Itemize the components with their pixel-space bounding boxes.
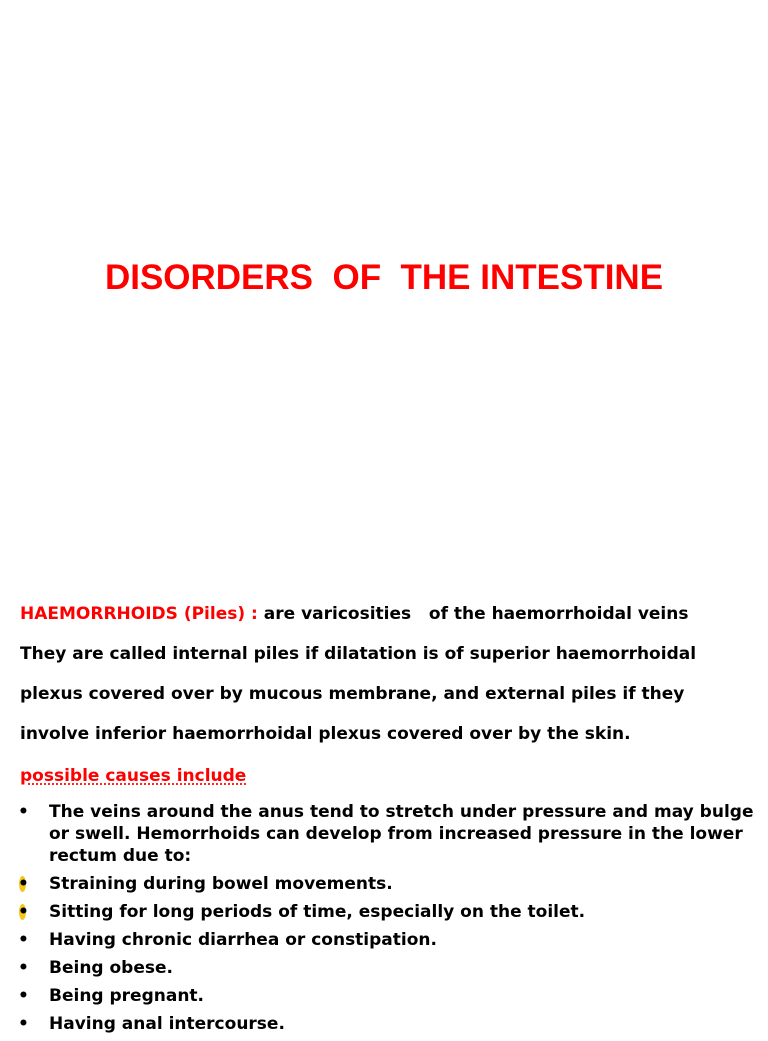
list-item: • Straining during bowel movements. xyxy=(18,874,393,894)
list-item: • Being obese. xyxy=(18,958,173,978)
causes-heading: possible causes include xyxy=(20,766,247,786)
list-item: • Sitting for long periods of time, especially on the toilet. xyxy=(18,902,586,922)
bullet-icon: • xyxy=(18,901,38,923)
bullet-icon: • xyxy=(18,986,29,1006)
definition-text: are varicosities of the haemorrhoidal veins xyxy=(263,604,689,624)
definition-line-3: plexus covered over by mucous membrane, and external piles if they xyxy=(20,684,685,704)
list-item: • Having chronic diarrhea or constipation. xyxy=(18,930,437,950)
term-label: HAEMORRHOIDS (Piles) : xyxy=(20,604,264,624)
bullet-icon: • xyxy=(18,930,29,950)
list-item: • The veins around the anus tend to stretch under pressure and may bulge or swell. Hemorrhoids can develop from increased pressure in the lower rectum due to: xyxy=(18,802,754,866)
causes-list xyxy=(18,801,758,1041)
definition-line-4: involve inferior haemorrhoidal plexus covered over by the skin. xyxy=(20,724,631,744)
definition-line-2: They are called internal piles if dilatation is of superior haemorrhoidal xyxy=(20,644,697,664)
bullet-icon: • xyxy=(18,958,29,978)
bullet-icon: • xyxy=(18,802,29,822)
bullet-icon: • xyxy=(18,873,38,895)
list-item: • Being pregnant. xyxy=(18,986,205,1006)
page-title: DISORDERS OF THE INTESTINE xyxy=(104,258,664,297)
definition-line-1 xyxy=(20,604,750,624)
bullet-icon: • xyxy=(18,1014,29,1034)
list-item: • Having anal intercourse. xyxy=(18,1014,285,1034)
